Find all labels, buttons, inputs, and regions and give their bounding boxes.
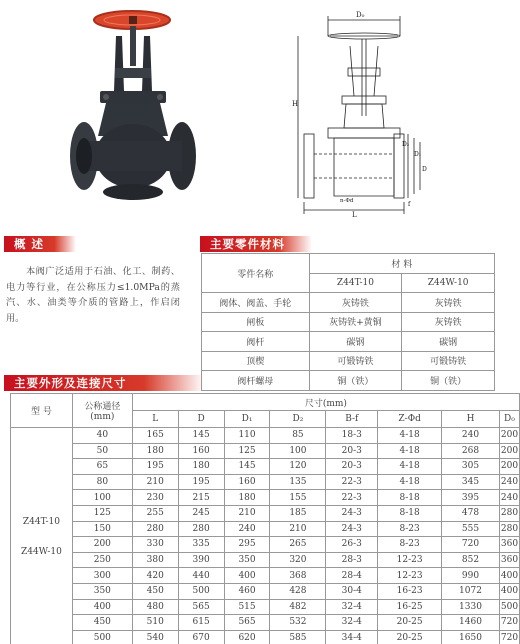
dimension-cell: 145 xyxy=(178,428,224,444)
dimension-cell: 295 xyxy=(224,537,270,553)
dimension-cell: 145 xyxy=(224,459,270,475)
dimension-cell: 360 xyxy=(499,552,519,568)
dimension-cell: 180 xyxy=(178,459,224,475)
dimension-cell: 4-18 xyxy=(378,459,442,475)
dimension-cell: 380 xyxy=(132,552,178,568)
dimension-cell: 20-3 xyxy=(326,459,378,475)
dimension-cell: 585 xyxy=(270,630,326,644)
dimension-row xyxy=(11,459,520,475)
dimension-cell: 480 xyxy=(132,599,178,615)
dimension-cell: 482 xyxy=(270,599,326,615)
material-cell: 可锻铸铁 xyxy=(309,351,402,371)
nominal-diameter-cell: 125 xyxy=(72,505,132,521)
material-cell: 可锻铸铁 xyxy=(402,351,495,371)
dimension-cell: 215 xyxy=(178,490,224,506)
header-nominal-diameter xyxy=(72,394,132,428)
dimension-cell: 22-3 xyxy=(326,474,378,490)
dimension-row xyxy=(11,490,520,506)
part-name-cell: 阀杆 xyxy=(202,332,310,352)
nominal-diameter-cell: 250 xyxy=(72,552,132,568)
dimension-cell: 532 xyxy=(270,615,326,631)
nominal-diameter-cell: 300 xyxy=(72,568,132,584)
dimension-cell: 368 xyxy=(270,568,326,584)
dimension-column-header: D₂ xyxy=(270,411,326,428)
dimension-row xyxy=(11,521,520,537)
materials-table xyxy=(201,253,495,391)
part-name-cell: 闸板 xyxy=(202,312,310,332)
dimension-cell: 1072 xyxy=(442,583,500,599)
dimension-cell: 20-25 xyxy=(378,615,442,631)
nominal-diameter-cell: 100 xyxy=(72,490,132,506)
part-name-cell: 顶楔 xyxy=(202,351,310,371)
dimension-cell: 990 xyxy=(442,568,500,584)
dimension-cell: 615 xyxy=(178,615,224,631)
nominal-diameter-cell: 50 xyxy=(72,443,132,459)
dimension-cell: 852 xyxy=(442,552,500,568)
dimension-cell: 460 xyxy=(224,583,270,599)
dimension-row xyxy=(11,505,520,521)
dimension-column-header: B-f xyxy=(326,411,378,428)
overview-paragraph: 本阀广泛适用于石油、化工、制药、电力等行业，在公称压力≤1.0MPa的蒸汽、水、油类等介质的管路上，作启闭用。 xyxy=(6,266,180,324)
dimension-cell: 1460 xyxy=(442,615,500,631)
dimension-cell: 24-3 xyxy=(326,521,378,537)
dimension-cell: 18-3 xyxy=(326,428,378,444)
nominal-diameter-cell: 350 xyxy=(72,583,132,599)
header-model: Z44W-10 xyxy=(402,273,495,293)
dimension-cell: 180 xyxy=(132,443,178,459)
model-name: Z44W-10 xyxy=(21,546,62,557)
dimension-cell: 34-4 xyxy=(326,630,378,644)
material-cell: 灰铸铁 xyxy=(309,293,402,313)
dimension-cell: 16-25 xyxy=(378,599,442,615)
dimension-cell: 4-18 xyxy=(378,443,442,459)
dimension-row xyxy=(11,428,520,444)
dimensions-table xyxy=(10,393,520,644)
dimension-cell: 135 xyxy=(270,474,326,490)
dimension-cell: 160 xyxy=(224,474,270,490)
material-cell: 铜（铁） xyxy=(309,371,402,391)
header-part-name: 零件名称 xyxy=(202,254,310,293)
dimension-cell: 8-23 xyxy=(378,521,442,537)
dimension-cell: 155 xyxy=(270,490,326,506)
label-h: H xyxy=(292,100,299,108)
dimension-cell: 510 xyxy=(132,615,178,631)
dimension-column-header: Z-Φd xyxy=(378,411,442,428)
nominal-diameter-cell: 150 xyxy=(72,521,132,537)
material-cell: 灰铸铁 xyxy=(402,312,495,332)
dimension-cell: 195 xyxy=(178,474,224,490)
nominal-diameter-cell: 450 xyxy=(72,615,132,631)
dimension-cell: 440 xyxy=(178,568,224,584)
dimension-cell: 210 xyxy=(270,521,326,537)
dimension-cell: 720 xyxy=(499,615,519,631)
nominal-diameter-cell: 40 xyxy=(72,428,132,444)
dimension-row xyxy=(11,552,520,568)
label-n-phi-d: n-Φd xyxy=(340,198,354,204)
dimension-cell: 200 xyxy=(499,443,519,459)
dimension-cell: 165 xyxy=(132,428,178,444)
header-dn-label: 公称通径 xyxy=(84,402,121,412)
material-row xyxy=(202,371,495,391)
dimension-cell: 4-18 xyxy=(378,474,442,490)
label-d0: D₀ xyxy=(356,11,365,19)
dimension-cell: 100 xyxy=(270,443,326,459)
dimension-cell: 555 xyxy=(442,521,500,537)
dimension-cell: 210 xyxy=(132,474,178,490)
label-d: D xyxy=(422,166,427,173)
material-cell: 灰铸铁 xyxy=(402,293,495,313)
dimension-row xyxy=(11,568,520,584)
material-cell: 铜（铁） xyxy=(402,371,495,391)
label-d2: D₂ xyxy=(402,141,410,148)
dimension-cell: 125 xyxy=(224,443,270,459)
part-name-cell: 阀体、阀盖、手轮 xyxy=(202,293,310,313)
dimension-cell: 360 xyxy=(499,537,519,553)
dimension-cell: 565 xyxy=(178,599,224,615)
dimension-cell: 8-23 xyxy=(378,537,442,553)
dimension-cell: 428 xyxy=(270,583,326,599)
dimension-cell: 24-3 xyxy=(326,505,378,521)
dimension-cell: 120 xyxy=(270,459,326,475)
dimension-cell: 8-18 xyxy=(378,505,442,521)
dimension-cell: 305 xyxy=(442,459,500,475)
dimension-cell: 500 xyxy=(178,583,224,599)
dimension-cell: 200 xyxy=(499,428,519,444)
dimension-cell: 335 xyxy=(178,537,224,553)
dimension-cell: 400 xyxy=(499,583,519,599)
label-f: f xyxy=(408,201,411,208)
material-row xyxy=(202,332,495,352)
dimension-cell: 565 xyxy=(224,615,270,631)
dimension-cell: 8-18 xyxy=(378,490,442,506)
dimension-cell: 255 xyxy=(132,505,178,521)
dimension-cell: 20-25 xyxy=(378,630,442,644)
dimension-cell: 345 xyxy=(442,474,500,490)
dimension-cell: 400 xyxy=(499,568,519,584)
dimension-cell: 240 xyxy=(499,474,519,490)
dimension-cell: 12-23 xyxy=(378,568,442,584)
label-l: L xyxy=(352,211,357,218)
dimension-cell: 420 xyxy=(132,568,178,584)
valve-photo xyxy=(60,6,210,206)
dimension-cell: 450 xyxy=(132,583,178,599)
dimension-cell: 26-3 xyxy=(326,537,378,553)
dimension-cell: 85 xyxy=(270,428,326,444)
dimension-column-header: D xyxy=(178,411,224,428)
dimension-cell: 22-3 xyxy=(326,490,378,506)
model-name: Z44T-10 xyxy=(22,516,60,527)
dimension-cell: 400 xyxy=(224,568,270,584)
material-cell: 碳钢 xyxy=(309,332,402,352)
dimension-cell: 16-23 xyxy=(378,583,442,599)
dimension-cell: 210 xyxy=(224,505,270,521)
header-model: Z44T-10 xyxy=(309,273,402,293)
material-cell: 灰铸铁+黄铜 xyxy=(309,312,402,332)
dimension-cell: 515 xyxy=(224,599,270,615)
dimension-cell: 160 xyxy=(178,443,224,459)
dimension-cell: 280 xyxy=(178,521,224,537)
dimension-cell: 180 xyxy=(224,490,270,506)
material-row xyxy=(202,293,495,313)
dimension-cell: 478 xyxy=(442,505,500,521)
dimension-cell: 4-18 xyxy=(378,428,442,444)
dimension-row xyxy=(11,615,520,631)
dimension-row xyxy=(11,537,520,553)
materials-heading: 主要零件材料 xyxy=(200,236,312,252)
dimension-cell: 1650 xyxy=(442,630,500,644)
part-name-cell: 阀杆螺母 xyxy=(202,371,310,391)
dimension-cell: 245 xyxy=(178,505,224,521)
dimension-cell: 268 xyxy=(442,443,500,459)
dimension-cell: 195 xyxy=(132,459,178,475)
material-row xyxy=(202,312,495,332)
dimension-cell: 32-4 xyxy=(326,599,378,615)
dimension-cell: 395 xyxy=(442,490,500,506)
material-cell: 碳钢 xyxy=(402,332,495,352)
dimension-cell: 350 xyxy=(224,552,270,568)
dimension-cell: 240 xyxy=(442,428,500,444)
dimension-cell: 20-3 xyxy=(326,443,378,459)
material-row xyxy=(202,351,495,371)
dimension-cell: 200 xyxy=(499,459,519,475)
nominal-diameter-cell: 500 xyxy=(72,630,132,644)
valve-drawing xyxy=(290,6,440,218)
dimension-cell: 12-23 xyxy=(378,552,442,568)
dimension-cell: 110 xyxy=(224,428,270,444)
dimension-row xyxy=(11,443,520,459)
model-cell xyxy=(11,428,73,644)
header-material: 材 料 xyxy=(309,254,494,274)
dimension-cell: 500 xyxy=(499,599,519,615)
dimension-row xyxy=(11,630,520,644)
nominal-diameter-cell: 400 xyxy=(72,599,132,615)
dimension-cell: 230 xyxy=(132,490,178,506)
dimension-cell: 720 xyxy=(499,630,519,644)
dimension-cell: 240 xyxy=(499,490,519,506)
dimension-cell: 280 xyxy=(499,521,519,537)
header-dn-unit: (mm) xyxy=(90,412,115,422)
label-d1: D₁ xyxy=(414,151,422,158)
dimension-cell: 185 xyxy=(270,505,326,521)
dimension-cell: 28-3 xyxy=(326,552,378,568)
dimension-column-header: H xyxy=(442,411,500,428)
dimension-cell: 280 xyxy=(132,521,178,537)
dimension-cell: 240 xyxy=(224,521,270,537)
dimension-cell: 330 xyxy=(132,537,178,553)
overview-heading: 概 述 xyxy=(4,236,76,252)
dimension-cell: 265 xyxy=(270,537,326,553)
dimension-row xyxy=(11,583,520,599)
dimension-cell: 32-4 xyxy=(326,615,378,631)
dimension-cell: 1330 xyxy=(442,599,500,615)
dimension-cell: 28-4 xyxy=(326,568,378,584)
dimension-cell: 30-4 xyxy=(326,583,378,599)
dimension-cell: 280 xyxy=(499,505,519,521)
header-model: 型 号 xyxy=(11,394,73,428)
dimensions-heading: 主要外形及连接尺寸 xyxy=(4,375,204,391)
dimension-column-header: D₁ xyxy=(224,411,270,428)
dimension-row xyxy=(11,474,520,490)
dimension-cell: 540 xyxy=(132,630,178,644)
dimension-cell: 320 xyxy=(270,552,326,568)
header-dimensions: 尺寸(mm) xyxy=(132,394,519,411)
nominal-diameter-cell: 65 xyxy=(72,459,132,475)
dimension-row xyxy=(11,599,520,615)
dimension-cell: 720 xyxy=(442,537,500,553)
nominal-diameter-cell: 200 xyxy=(72,537,132,553)
dimension-cell: 390 xyxy=(178,552,224,568)
nominal-diameter-cell: 80 xyxy=(72,474,132,490)
dimension-cell: 620 xyxy=(224,630,270,644)
dimension-column-header: D₀ xyxy=(499,411,519,428)
dimension-cell: 670 xyxy=(178,630,224,644)
dimension-column-header: L xyxy=(132,411,178,428)
